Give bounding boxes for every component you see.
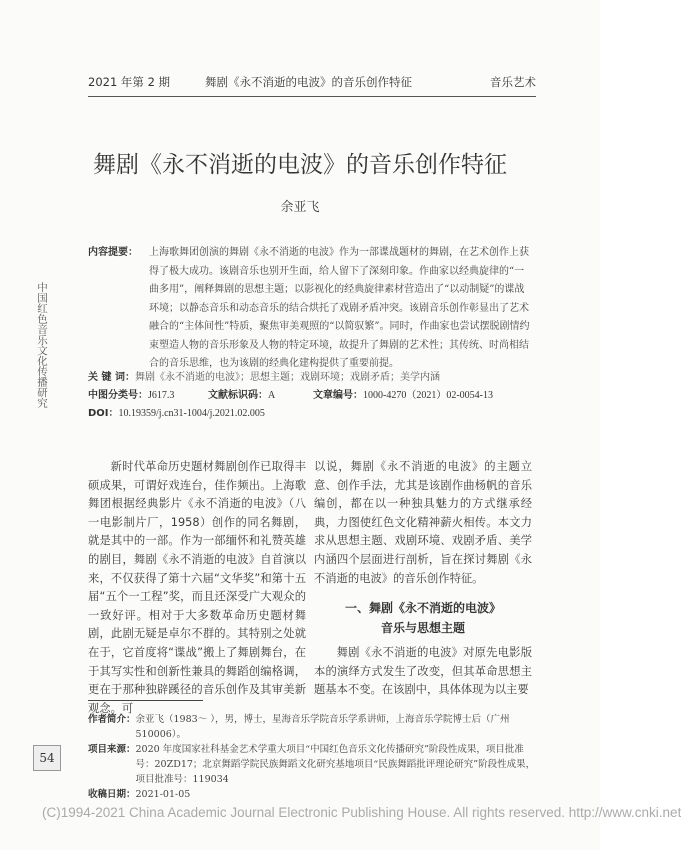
- footnote-text: 2020 年度国家社科基金艺术学重大项目“中国红色音乐文化传播研究”阶段性成果，项目批准号：20ZD17；北京舞蹈学院民族舞蹈文化研究基地项目“民族舞蹈批评理论研究”阶段性成果，项目批准号：119034: [135, 744, 536, 785]
- header-rule: [88, 96, 536, 97]
- abstract-label: 内容提要：: [88, 247, 138, 258]
- section-heading: [314, 598, 532, 638]
- keywords-label: 关 键 词：: [88, 372, 135, 383]
- article-no-label: 文章编号：: [313, 390, 363, 401]
- body-paragraph: 新时代革命历史题材舞剧创作已取得丰硕成果，可谓好戏连台，佳作频出。上海歌舞团根据经典影片《永不消逝的电波》（八一电影制片厂，1958）创作的同名舞剧，就是其中的一部。作为一部缅怀和礼赞英雄的剧目，舞剧《永不消逝的电波》自首演以来，不仅获得了第十六届“文华奖”和第十五届“五个一工程”奖，而且还深受广大观众的一致好评。相对于大多数革命历史题材舞剧，此剧无疑是卓尔不群的。其特别之处就在于，它首度将“谍战”搬上了舞剧舞台，在于其写实性和创新性兼具的舞蹈创编格调，更在于那种独辟蹊径的音乐创作及其审美新观念。可: [88, 460, 306, 715]
- body-paragraph: 舞剧《永不消逝的电波》对原先电影版本的演绎方式发生了改变，但其革命思想主题基本不变。在该剧中，具体体现为以主要: [314, 646, 532, 697]
- page-number: 54: [33, 745, 61, 771]
- section-heading-line2: 音乐与思想主题: [380, 621, 465, 636]
- footnote-label: 收稿日期：: [88, 789, 136, 800]
- footnote-rule: [88, 700, 203, 701]
- body-right-column: [314, 458, 532, 700]
- classification-row: [88, 386, 536, 401]
- footnote-project-source: [88, 742, 536, 787]
- keywords-text: 舞剧《永不消逝的电波》；思想主题；戏剧环境；戏剧矛盾；美学内涵: [134, 372, 440, 383]
- copyright-watermark: (C)1994-2021 China Academic Journal Electronic Publishing House. All rights reserved. http://www.cnki.net: [42, 805, 681, 820]
- doi-label: DOI：: [88, 408, 119, 419]
- classification-value: J617.3: [148, 390, 175, 401]
- keywords: [88, 368, 440, 383]
- doc-code-value: A: [268, 390, 276, 401]
- doi-value: 10.19359/j.cn31-1004/j.2021.02.005: [118, 408, 265, 419]
- footnotes: [88, 712, 536, 802]
- section-heading-line1: 一、舞剧《永不消逝的电波》: [344, 601, 501, 616]
- body-left-column: [88, 458, 306, 718]
- footnote-text: 2021-01-05: [135, 789, 191, 800]
- author-name: 余亚飞: [280, 200, 320, 215]
- footnote-received-date: [88, 787, 536, 802]
- abstract-text: 上海歌舞团创演的舞剧《永不消逝的电波》作为一部谍战题材的舞剧，在艺术创作上获得了极大成功。该剧音乐也别开生面，给人留下了深刻印象。作曲家以经典旋律的“一曲多用”，阐释舞剧的思想主题；以影视化的经典旋律素材营造出了“以动制疑”的谍战环境；以静态音乐和动态音乐的结合烘托了戏剧矛盾冲突。该剧音乐创作彰显出了艺术融合的“主体间性”特质，聚焦审美观照的“以简驭繁”。同时，作曲家也尝试摆脱剧情约束塑造人物的音乐形象及人物的特定环境，故提升了舞剧的艺术性；其传统、时尚相结合的音乐思维，也为该剧的经典化建构提供了重要前提。: [149, 247, 530, 369]
- abstract: [88, 244, 533, 374]
- paper-title: 舞剧《永不消逝的电波》的音乐创作特征: [93, 152, 507, 178]
- footnote-author-bio: [88, 712, 536, 742]
- header-issue: 2021 年第 2 期: [88, 75, 171, 89]
- footnote-text: 余亚飞（1983～ ），男，博士，星海音乐学院音乐学系讲师，上海音乐学院博士后（广州 510006）。: [135, 714, 510, 740]
- side-column-label: 中国红色音乐文化传播研究: [36, 282, 48, 408]
- doc-code-label: 文献标识码：: [208, 390, 268, 401]
- doi-row: [88, 404, 265, 419]
- footnote-label: 项目来源：: [88, 744, 136, 755]
- body-paragraph: 以说，舞剧《永不消逝的电波》的主题立意、创作手法，尤其是该剧作曲杨帆的音乐编创，都在以一种独具魅力的方式继承经典，力图使红色文化精神薪火相传。本文力求从思想主题、戏剧环境、戏剧矛盾、美学内涵四个层面进行剖析，旨在探讨舞剧《永不消逝的电波》的音乐创作特征。: [314, 460, 532, 585]
- classification-label: 中图分类号：: [88, 390, 148, 401]
- header-journal: 音乐艺术: [490, 75, 536, 89]
- header-running-title: 舞剧《永不消逝的电波》的音乐创作特征: [205, 75, 412, 89]
- article-no-value: 1000-4270（2021）02-0054-13: [363, 390, 493, 401]
- footnote-label: 作者简介：: [88, 714, 136, 725]
